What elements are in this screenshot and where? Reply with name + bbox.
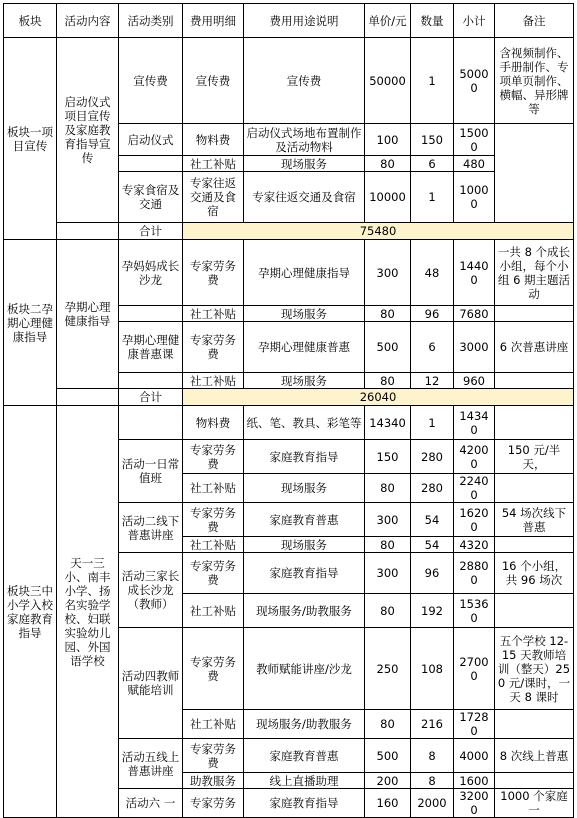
- price-cell: 14340: [365, 406, 411, 440]
- category-cell: 孕妈妈成长沙龙: [119, 240, 183, 306]
- desc-cell: 教师赋能讲座/沙龙: [244, 628, 365, 710]
- subtotal-cell: 17280: [454, 710, 495, 739]
- note-cell: [495, 406, 574, 440]
- total-value: 75480: [183, 223, 574, 240]
- category-cell: 活动一日常值班: [119, 440, 183, 503]
- table-row: [4, 406, 574, 440]
- qty-cell: 2000: [411, 789, 454, 818]
- qty-cell: 96: [411, 306, 454, 322]
- item-cell: 专家劳务费: [183, 440, 244, 474]
- subtotal-cell: 50000: [454, 38, 495, 124]
- subtotal-cell: 32000: [454, 789, 495, 818]
- note-cell: [495, 710, 574, 739]
- desc-cell: 现场服务: [244, 474, 365, 503]
- table-row: [4, 38, 574, 124]
- note-cell: 54 场次线下普惠: [495, 503, 574, 537]
- item-cell: 社工补贴: [183, 474, 244, 503]
- category-cell: [119, 306, 183, 322]
- price-cell: 500: [365, 322, 411, 373]
- total-row: [4, 223, 574, 240]
- category-cell: 活动四教师赋能培训: [119, 628, 183, 739]
- price-cell: 50000: [365, 38, 411, 124]
- category-cell: 活动二线下普惠讲座: [119, 503, 183, 553]
- category-cell: 活动三家长成长沙龙（教师）: [119, 553, 183, 628]
- note-cell: 含视频制作、手册制作、专项单页制作、横幅、异形牌等: [495, 38, 574, 124]
- qty-cell: 192: [411, 594, 454, 628]
- item-cell: 社工补贴: [183, 710, 244, 739]
- empty-cell: [57, 389, 119, 406]
- subtotal-cell: 4320: [454, 537, 495, 553]
- header-cell: 活动类别: [119, 4, 183, 38]
- price-cell: 500: [365, 739, 411, 773]
- item-cell: 专家劳务费: [183, 240, 244, 306]
- note-cell: 1000 个家庭一: [495, 789, 574, 818]
- empty-cell: [57, 223, 119, 240]
- desc-cell: 现场服务: [244, 306, 365, 322]
- header-cell: 小计: [454, 4, 495, 38]
- item-cell: 社工补贴: [183, 537, 244, 553]
- subtotal-cell: 10000: [454, 172, 495, 223]
- item-cell: 助教服务: [183, 773, 244, 789]
- subtotal-cell: 3000: [454, 322, 495, 373]
- total-label: 合计: [119, 223, 183, 240]
- qty-cell: 108: [411, 628, 454, 710]
- desc-cell: 孕期心理健康指导: [244, 240, 365, 306]
- category-cell: 启动仪式: [119, 124, 183, 156]
- qty-cell: 54: [411, 537, 454, 553]
- activity-content-cell: 天一三小、南丰小学、扬名实验学校、妇联实验幼儿园、外国语学校: [57, 406, 119, 818]
- item-cell: 社工补贴: [183, 594, 244, 628]
- qty-cell: 8: [411, 773, 454, 789]
- header-cell: 活动内容: [57, 4, 119, 38]
- note-cell: [495, 474, 574, 503]
- note-cell: 150 元/半天，: [495, 440, 574, 474]
- price-cell: 160: [365, 789, 411, 818]
- header-cell: 备注: [495, 4, 574, 38]
- price-cell: 80: [365, 537, 411, 553]
- item-cell: 宣传费: [183, 38, 244, 124]
- block-cell: 板块三中小学入校家庭教育指导: [4, 406, 57, 818]
- block-cell: 板块一项目宣传: [4, 38, 57, 240]
- item-cell: 专家劳务费: [183, 739, 244, 773]
- desc-cell: 现场服务: [244, 156, 365, 172]
- qty-cell: 12: [411, 373, 454, 389]
- subtotal-cell: 15000: [454, 124, 495, 156]
- category-cell: [119, 373, 183, 389]
- price-cell: 80: [365, 474, 411, 503]
- qty-cell: 1: [411, 38, 454, 124]
- note-cell: 8 次线上普惠: [495, 739, 574, 773]
- note-cell: [495, 537, 574, 553]
- desc-cell: 现场服务/助教服务: [244, 594, 365, 628]
- subtotal-cell: 27000: [454, 628, 495, 710]
- qty-cell: 54: [411, 503, 454, 537]
- desc-cell: 家庭教育指导: [244, 553, 365, 594]
- price-cell: 80: [365, 373, 411, 389]
- subtotal-cell: 14400: [454, 240, 495, 306]
- activity-content-cell: 孕期心理健康指导: [57, 240, 119, 389]
- desc-cell: 孕期心理健康普惠: [244, 322, 365, 373]
- subtotal-cell: 42000: [454, 440, 495, 474]
- header-cell: 数量: [411, 4, 454, 38]
- qty-cell: 216: [411, 710, 454, 739]
- item-cell: 专家劳务费: [183, 503, 244, 537]
- desc-cell: 专家往返交通及食宿: [244, 172, 365, 223]
- qty-cell: 1: [411, 172, 454, 223]
- price-cell: 150: [365, 440, 411, 474]
- subtotal-cell: 16200: [454, 503, 495, 537]
- category-cell: [119, 406, 183, 440]
- qty-cell: 280: [411, 440, 454, 474]
- desc-cell: 现场服务: [244, 373, 365, 389]
- budget-table: [3, 3, 574, 818]
- desc-cell: 线上直播助理: [244, 773, 365, 789]
- header-cell: 板块: [4, 4, 57, 38]
- price-cell: 80: [365, 710, 411, 739]
- price-cell: 300: [365, 553, 411, 594]
- category-cell: 活动六 一: [119, 789, 183, 818]
- price-cell: 250: [365, 628, 411, 710]
- item-cell: 专家劳务费: [183, 628, 244, 710]
- header-cell: 费用用途说明: [244, 4, 365, 38]
- item-cell: 专家往返交通及食宿: [183, 172, 244, 223]
- header-cell: 费用明细: [183, 4, 244, 38]
- subtotal-cell: 22400: [454, 474, 495, 503]
- activity-content-cell: 启动仪式项目宣传及家庭教育指导宣传: [57, 38, 119, 223]
- desc-cell: 家庭教育普惠: [244, 503, 365, 537]
- subtotal-cell: 15360: [454, 594, 495, 628]
- desc-cell: 现场服务: [244, 537, 365, 553]
- qty-cell: 6: [411, 156, 454, 172]
- table-row: [4, 240, 574, 306]
- desc-cell: 家庭教育指导: [244, 440, 365, 474]
- desc-cell: 宣传费: [244, 38, 365, 124]
- qty-cell: 280: [411, 474, 454, 503]
- note-cell: [495, 594, 574, 628]
- qty-cell: 1: [411, 406, 454, 440]
- item-cell: 专家劳务: [183, 789, 244, 818]
- item-cell: 专家劳务费: [183, 553, 244, 594]
- note-cell: 一共 8 个成长小组，每个小组 6 期主题活动: [495, 240, 574, 306]
- note-cell: [495, 373, 574, 389]
- qty-cell: 8: [411, 739, 454, 773]
- header-row: [4, 4, 574, 38]
- price-cell: 80: [365, 594, 411, 628]
- desc-cell: 纸、笔、教具、彩笔等: [244, 406, 365, 440]
- desc-cell: 家庭教育指导: [244, 789, 365, 818]
- subtotal-cell: 28800: [454, 553, 495, 594]
- block-cell: 板块二孕期心理健康指导: [4, 240, 57, 406]
- subtotal-cell: 4000: [454, 739, 495, 773]
- desc-cell: 现场服务/助教服务: [244, 710, 365, 739]
- desc-cell: 家庭教育普惠: [244, 739, 365, 773]
- price-cell: 200: [365, 773, 411, 789]
- note-cell: 6 次普惠讲座: [495, 322, 574, 373]
- subtotal-cell: 480: [454, 156, 495, 172]
- category-cell: 孕期心理健康普惠课: [119, 322, 183, 373]
- category-cell: 宣传费: [119, 38, 183, 124]
- category-cell: 活动五线上普惠讲座: [119, 739, 183, 789]
- category-cell: 专家食宿及交通: [119, 172, 183, 223]
- subtotal-cell: 14340: [454, 406, 495, 440]
- item-cell: 社工补贴: [183, 156, 244, 172]
- subtotal-cell: 960: [454, 373, 495, 389]
- qty-cell: 150: [411, 124, 454, 156]
- price-cell: 80: [365, 306, 411, 322]
- item-cell: 社工补贴: [183, 373, 244, 389]
- header-cell: 单价/元: [365, 4, 411, 38]
- item-cell: 社工补贴: [183, 306, 244, 322]
- total-value: 26040: [183, 389, 574, 406]
- category-cell: [119, 156, 183, 172]
- desc-cell: 启动仪式场地布置制作及活动物料: [244, 124, 365, 156]
- price-cell: 100: [365, 124, 411, 156]
- subtotal-cell: 7680: [454, 306, 495, 322]
- note-cell: 16 个小组，共 96 场次: [495, 553, 574, 594]
- note-cell: [495, 773, 574, 789]
- note-cell: 五个学校 12-15 天教师培训（整天）250 元/课时，一天 8 课时: [495, 628, 574, 710]
- total-label: 合计: [119, 389, 183, 406]
- price-cell: 10000: [365, 172, 411, 223]
- note-cell: [495, 124, 574, 223]
- qty-cell: 6: [411, 322, 454, 373]
- price-cell: 80: [365, 156, 411, 172]
- total-row: [4, 389, 574, 406]
- subtotal-cell: 1600: [454, 773, 495, 789]
- qty-cell: 96: [411, 553, 454, 594]
- note-cell: [495, 306, 574, 322]
- item-cell: 物料费: [183, 124, 244, 156]
- qty-cell: 48: [411, 240, 454, 306]
- price-cell: 300: [365, 240, 411, 306]
- price-cell: 300: [365, 503, 411, 537]
- item-cell: 专家劳务费: [183, 322, 244, 373]
- item-cell: 物料费: [183, 406, 244, 440]
